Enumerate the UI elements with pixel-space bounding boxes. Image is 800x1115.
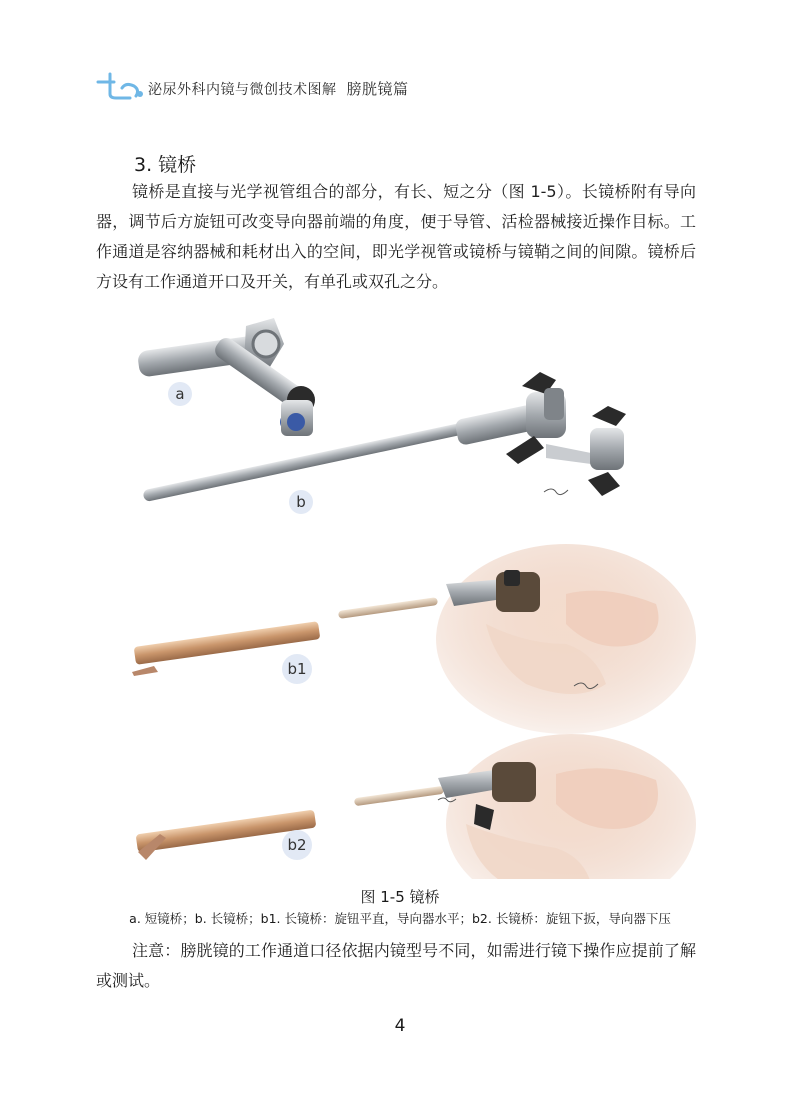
label-b2: b2 [282,830,312,860]
body-paragraph-2: 注意：膀胱镜的工作通道口径依据内镜型号不同，如需进行镜下操作应提前了解或测试。 [96,941,696,990]
long-bridge-illustration [142,372,626,502]
book-title: 泌尿外科内镜与微创技术图解 [148,82,337,98]
section-heading: 3. 镜桥 [134,154,197,176]
page-number: 4 [394,1016,406,1036]
section-name: 膀胱镜篇 [346,80,409,98]
figure-1-5 [96,304,706,879]
cystoscope-logo-icon [96,68,146,108]
short-bridge-illustration [137,318,315,436]
figure-caption: 图 1-5 镜桥 [360,888,440,906]
body-paragraph-1: 镜桥是直接与光学视管组合的部分，有长、短之分（图 1-5）。长镜桥附有导向器，调节后方旋钮可改变导向器前端的角度，便于导管、活检器械接近操作目标。工作通道是容纳器械和耗材出入的空间，即光学视管或镜桥与镜鞘之间的间隙。镜桥后方设有工作通道开口及开关，有单孔或双孔之分。 [96,182,696,291]
b1-illustration [132,544,696,734]
figure-legend: a. 短镜桥；b. 长镜桥；b1. 长镜桥：旋钮平直，导向器水平；b2. 长镜桥：旋钮下扳，导向器下压 [129,911,671,926]
running-header [96,68,696,108]
b2-illustration [136,734,696,879]
label-b1: b1 [282,654,312,684]
label-a: a [168,382,192,406]
label-b: b [289,490,313,514]
